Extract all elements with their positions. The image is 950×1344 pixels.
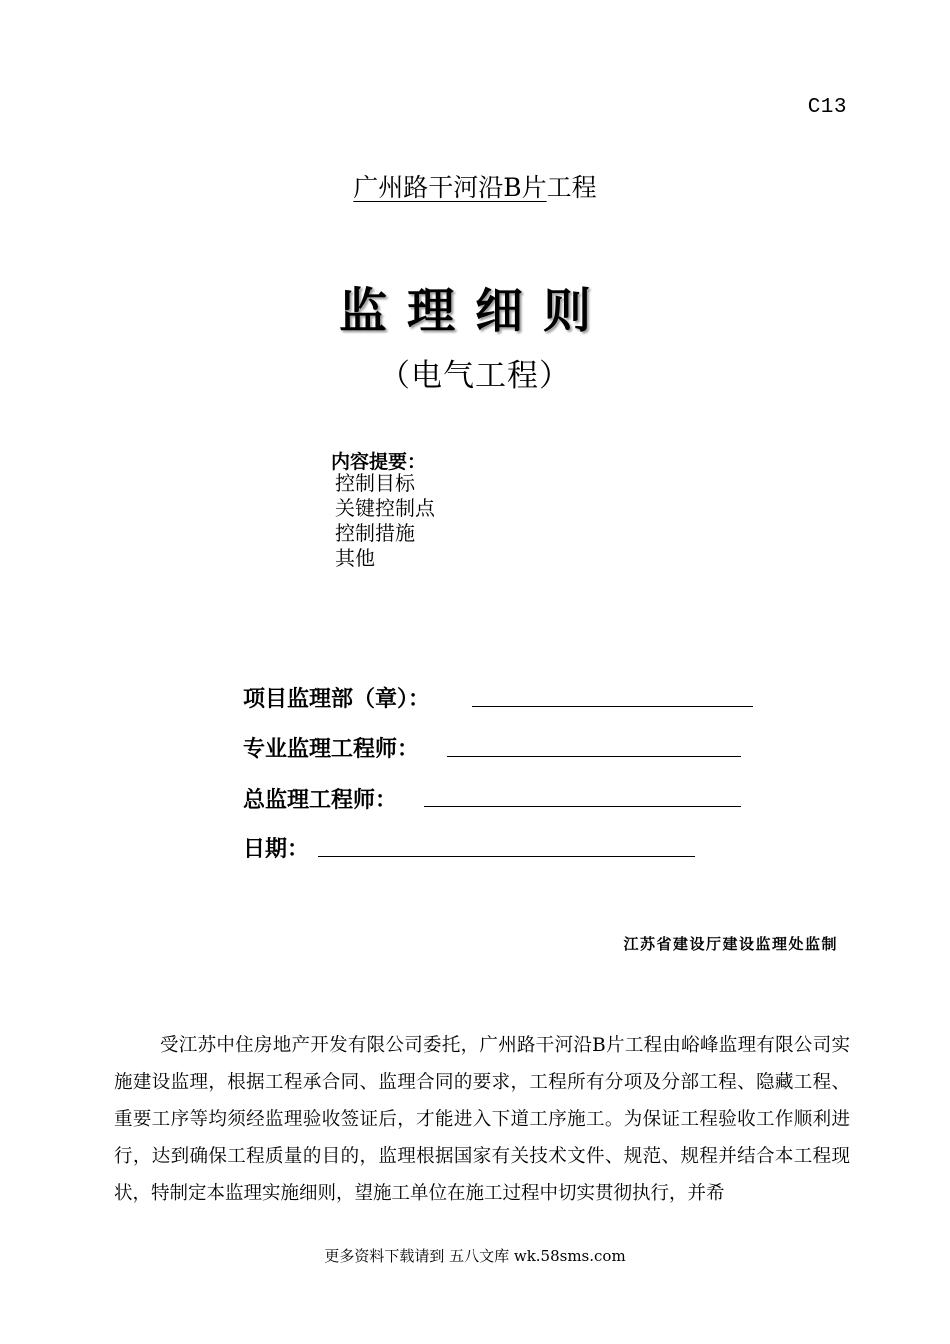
summary-list: [335, 471, 435, 571]
body-paragraph: 受江苏中住房地产开发有限公司委托，广州路干河沿B片工程由峪峰监理有限公司实施建设监理，根据工程承合同、监理合同的要求，工程所有分项及分部工程、隐藏工程、重要工序等均须经监理验收签证后，才能进入下道工序施工。为保证工程验收工作顺利进行，达到确保工程质量的目的，监理根据国家有关技术文件、规范、规程并结合本工程现状，特制定本监理实施细则，望施工单位在施工过程中切实贯彻执行，并希: [114, 1035, 850, 1204]
sign-line-date: [318, 856, 695, 857]
sign-label-project-dept: 项目监理部（章）：: [243, 687, 431, 712]
sign-line-specialist: [447, 756, 741, 757]
supervisor-note: 江苏省建设厅建设监理处监制: [623, 935, 838, 953]
sign-line-project-dept: [472, 706, 753, 707]
footer-text: 更多资料下载请到 五八文库 wk.58sms.com: [324, 1247, 626, 1265]
project-name-suffix: 工程: [546, 173, 597, 202]
document-title: 监理细则: [338, 283, 611, 339]
summary-item: 控制措施: [335, 521, 415, 545]
project-name: [0, 168, 950, 204]
summary-heading: 内容提要：: [331, 451, 427, 473]
project-name-underlined: 广州路干河沿B片: [353, 173, 547, 202]
sign-label-date: 日期：: [243, 837, 310, 862]
summary-item: 关键控制点: [335, 496, 435, 520]
document-subtitle: （电气工程）: [379, 358, 571, 394]
document-code: C13: [807, 96, 847, 119]
summary-item: 其他: [335, 546, 375, 570]
sign-line-chief: [424, 806, 741, 807]
sign-label-chief: 总监理工程师：: [243, 788, 398, 813]
sign-label-specialist: 专业监理工程师：: [243, 737, 420, 762]
summary-item: 控制目标: [335, 471, 415, 495]
